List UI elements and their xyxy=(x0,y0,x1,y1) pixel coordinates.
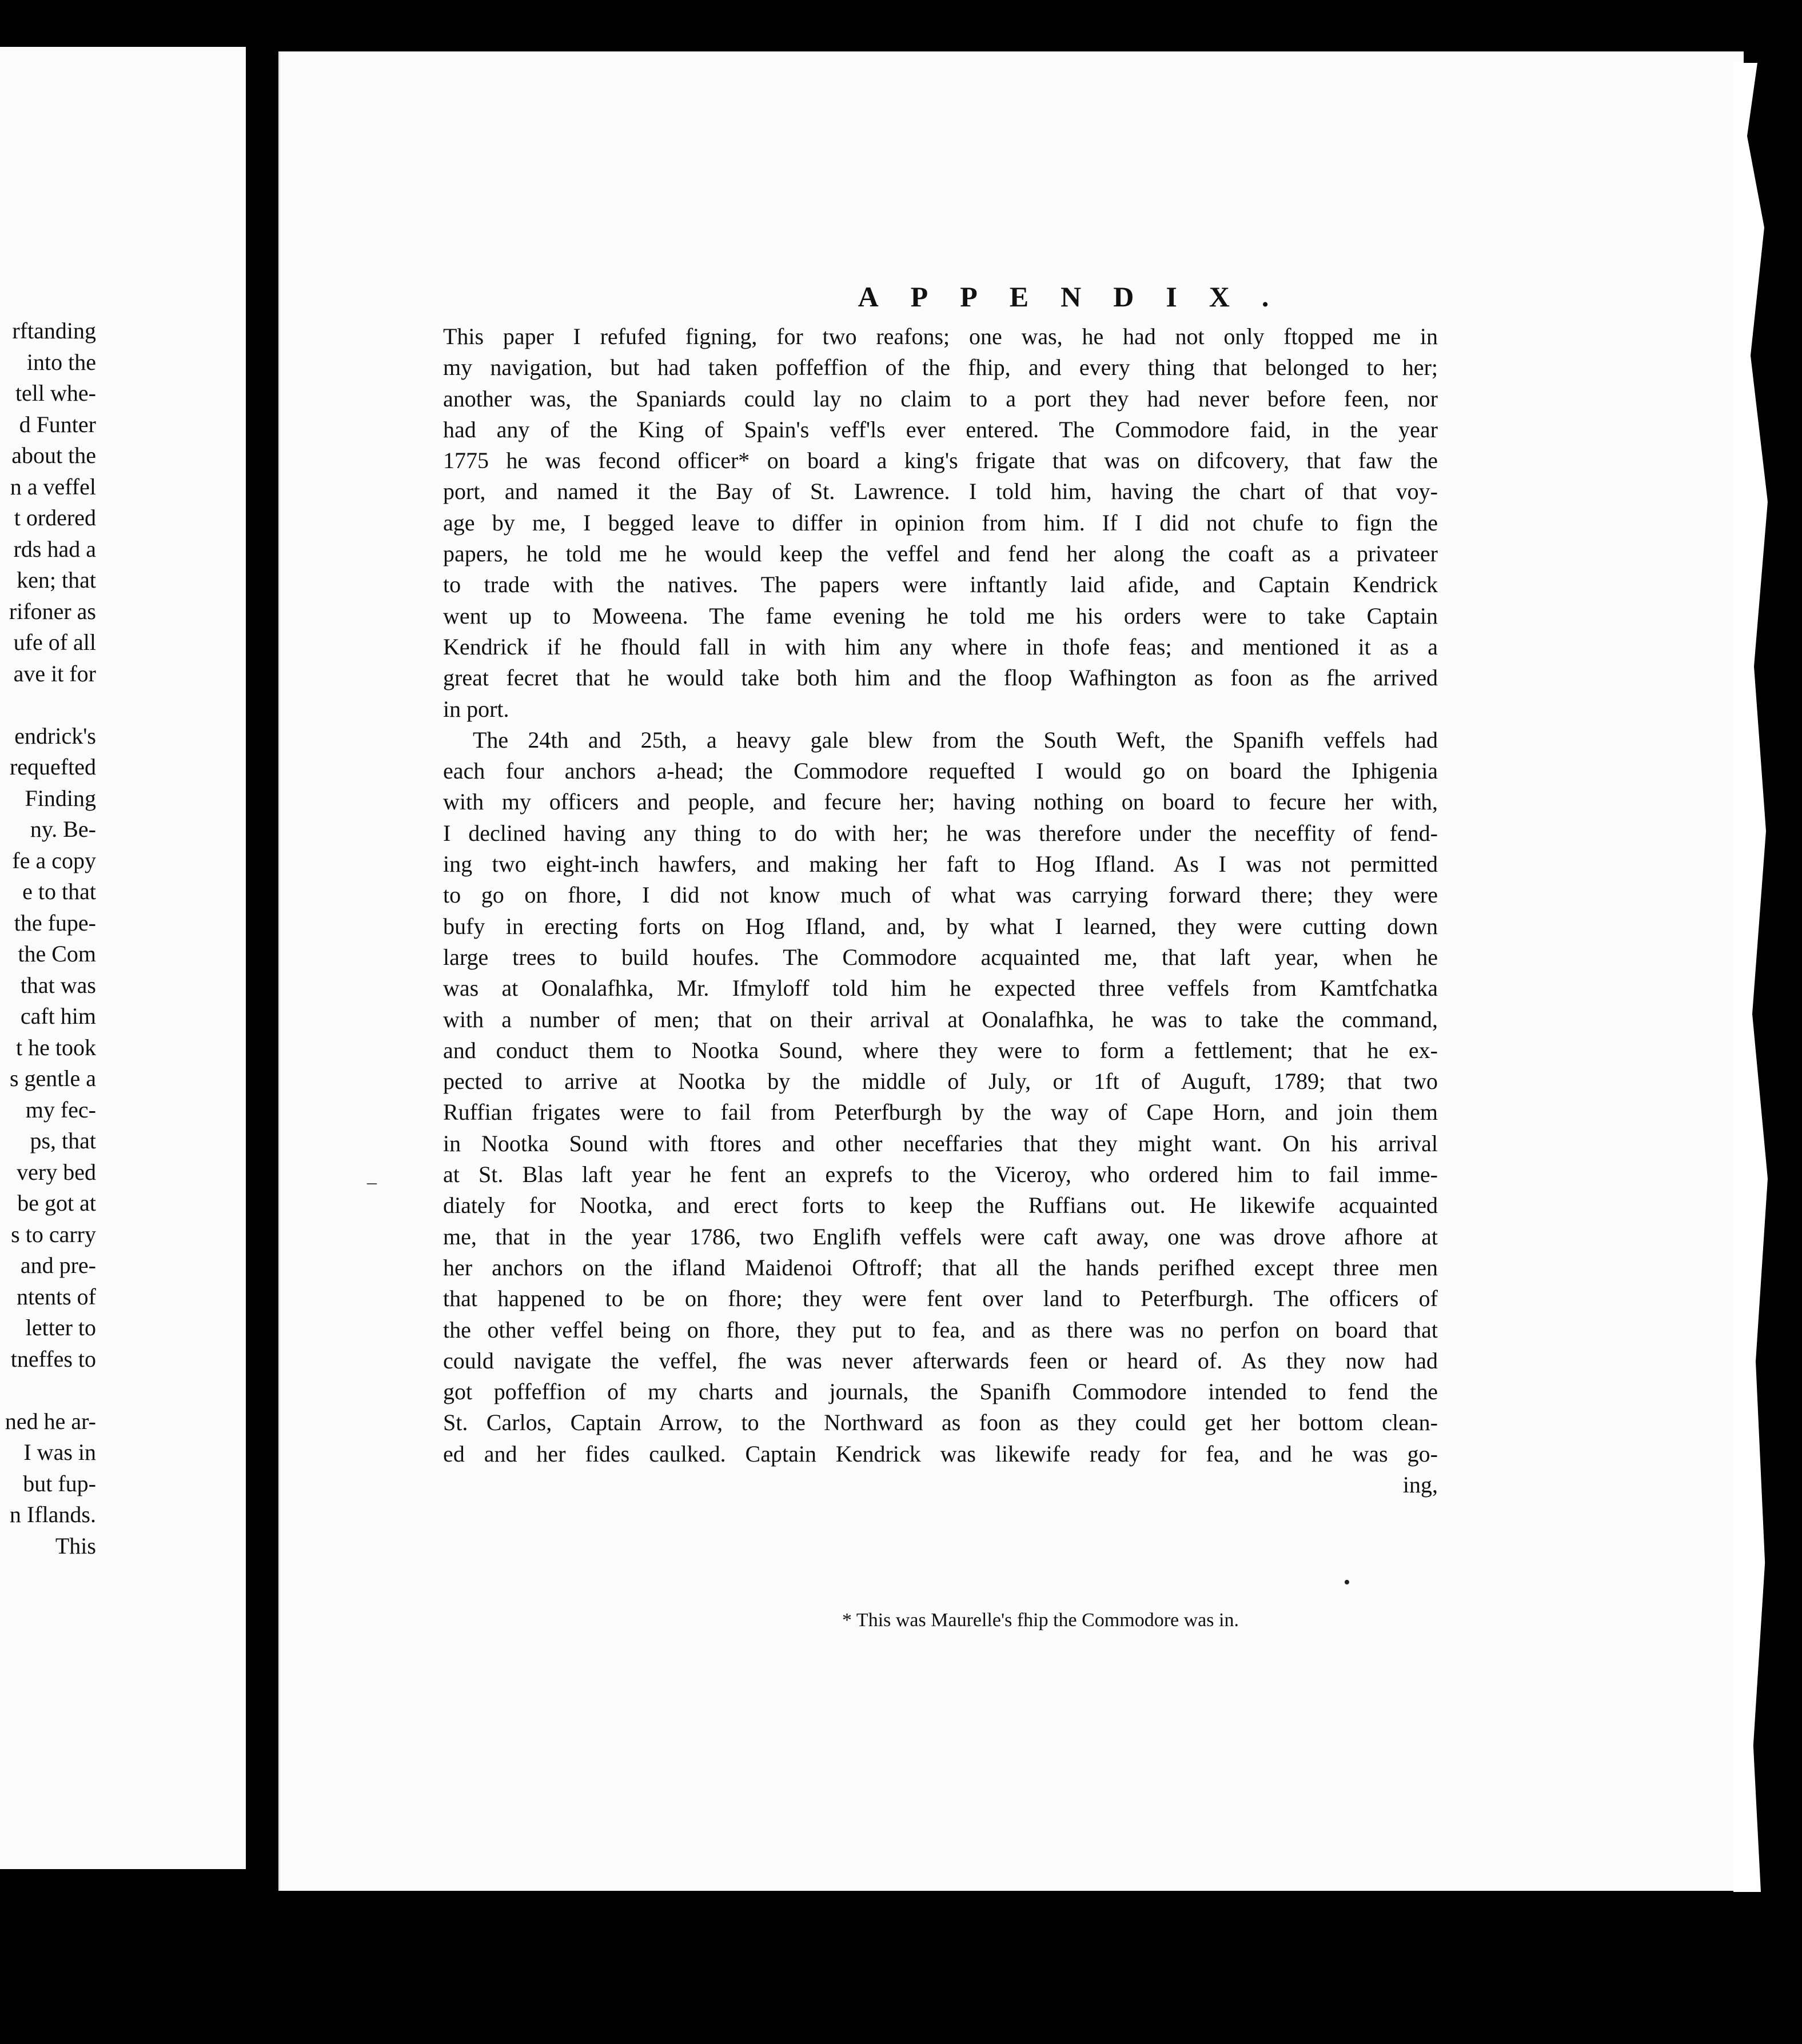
left-page-line: ave it for xyxy=(13,660,96,686)
text-line: could navigate the veffel, fhe was never afterwards feen or heard of. As they now had xyxy=(443,1347,1438,1374)
text-line: another was, the Spaniards could lay no claim to a port they had never before feen, nor xyxy=(443,385,1438,412)
left-page-line: the fupe- xyxy=(14,909,96,936)
left-page-line: rifoner as xyxy=(9,598,96,624)
text-line: that happened to be on fhore; they were fent over land to Peterfburgh. The officers of xyxy=(443,1286,1438,1312)
left-page-line: t he took xyxy=(16,1034,96,1060)
text-line: ed and her fides caulked. Captain Kendrick was likewife ready for fea, and he was go- xyxy=(443,1440,1438,1467)
text-line: great fecret that he would take both him and the floop Wafhington as foon as fhe arrived xyxy=(443,665,1438,691)
text-line: The 24th and 25th, a heavy gale blew from the South Weft, the Spanifh veffels had xyxy=(473,726,1438,753)
left-page-line: tneffes to xyxy=(10,1346,96,1372)
text-line: the other veffel being on fhore, they put to fea, and as there was no perfon on board that xyxy=(443,1316,1438,1343)
text-line: ing two eight-inch hawfers, and making her faft to Hog Ifland. As I was not permitted xyxy=(443,851,1438,877)
left-page-line: fe a copy xyxy=(12,847,96,873)
paragraph-1 xyxy=(443,321,1438,725)
margin-dash: – xyxy=(367,1172,377,1193)
text-line: her anchors on the ifland Maidenoi Oftroff; that all the hands perifhed except three men xyxy=(443,1254,1438,1280)
left-page-line: Finding xyxy=(25,785,96,811)
left-page-line: into the xyxy=(26,349,96,375)
left-page xyxy=(0,47,246,1869)
left-page-line: my fec- xyxy=(25,1096,96,1123)
left-page-line: letter to xyxy=(25,1315,96,1340)
left-page-line: very bed xyxy=(17,1159,96,1185)
margin-dot: • xyxy=(1343,1572,1350,1593)
body-text xyxy=(443,321,1438,1500)
text-line: papers, he told me he would keep the veffel and fend her along the coaft as a privateer xyxy=(443,541,1438,567)
text-line: pected to arrive at Nootka by the middle of July, or 1ft of Auguft, 1789; that two xyxy=(443,1068,1438,1095)
text-line: to go on fhore, I did not know much of what was carrying forward there; they were xyxy=(443,882,1438,908)
left-page-line xyxy=(0,689,246,721)
left-page-line: ufe of all xyxy=(13,629,96,655)
left-page-line: endrick's xyxy=(14,722,96,749)
text-line: with my officers and people, and fecure her; having nothing on board to fecure her with, xyxy=(443,789,1438,815)
text-line: 1775 he was fecond officer* on board a king's frigate that was on difcovery, that faw the xyxy=(443,448,1438,474)
left-page-line: s to carry xyxy=(11,1221,96,1247)
text-line: my navigation, but had taken poffeffion of the fhip, and every thing that belonged to her; xyxy=(443,354,1438,381)
text-line: got poffeffion of my charts and journals, the Spanifh Commodore intended to fend the xyxy=(443,1379,1438,1405)
text-line: each four anchors a-head; the Commodore requefted I would go on board the Iphigenia xyxy=(443,758,1438,784)
left-page-line: rftanding xyxy=(12,318,96,344)
text-line: diately for Nootka, and erect forts to keep the Ruffians out. He likewife acquainted xyxy=(443,1192,1438,1219)
left-page-line: but fup- xyxy=(23,1470,96,1496)
left-page-line: ned he ar- xyxy=(5,1408,96,1434)
text-line: had any of the King of Spain's veff'ls ever entered. The Commodore faid, in the year xyxy=(443,416,1438,442)
catchword: ing, xyxy=(1402,1471,1438,1498)
text-line: and conduct them to Nootka Sound, where they were to form a fettlement; that he ex- xyxy=(443,1037,1438,1063)
text-line: St. Carlos, Captain Arrow, to the Northward as foon as they could get her bottom clean- xyxy=(443,1410,1438,1436)
text-line: This paper I refufed figning, for two reafons; one was, he had not only ftopped me in xyxy=(443,324,1438,349)
text-line: with a number of men; that on their arrival at Oonalafhka, he was to take the command, xyxy=(443,1006,1438,1032)
left-page-line: n a veffel xyxy=(10,473,96,500)
left-page-line: ntents of xyxy=(17,1283,96,1310)
left-page-line: caft him xyxy=(20,1003,96,1029)
left-page-text xyxy=(0,316,246,1562)
text-line: I declined having any thing to do with her; he was therefore under the neceffity of fend- xyxy=(443,820,1438,846)
left-page-line: ps, that xyxy=(30,1128,96,1153)
left-page-line: requefted xyxy=(9,754,96,780)
text-line: age by me, I begged leave to differ in opinion from him. If I did not chufe to fign the xyxy=(443,509,1438,536)
text-line: went up to Moweena. The fame evening he told me his orders were to take Captain xyxy=(443,602,1438,629)
left-page-line: d Funter xyxy=(19,411,96,437)
text-line: in port. xyxy=(443,696,509,722)
left-page-line: ny. Be- xyxy=(30,816,96,842)
left-page-line: and pre- xyxy=(20,1252,96,1278)
left-page-line: that was xyxy=(20,972,96,998)
left-page-line: s gentle a xyxy=(9,1065,96,1091)
left-page-line: t ordered xyxy=(14,505,96,530)
left-page-line: e to that xyxy=(22,879,96,904)
left-page-line: be got at xyxy=(17,1190,96,1216)
text-line: me, that in the year 1786, two Englifh veffels were caft away, one was drove afhore at xyxy=(443,1223,1438,1249)
text-line: Kendrick if he fhould fall in with him any where in thofe feas; and mentioned it as a xyxy=(443,633,1438,660)
left-page-line: tell whe- xyxy=(15,380,96,406)
left-page-line: n Iflands. xyxy=(9,1502,96,1527)
footnote: * This was Maurelle's fhip the Commodore was in. xyxy=(842,1610,1239,1631)
page-edge xyxy=(1733,63,1768,1892)
left-page-line: I was in xyxy=(23,1439,96,1465)
page-title: APPENDIX. xyxy=(858,281,1301,313)
text-line: port, and named it the Bay of St. Lawrence. I told him, having the chart of that voy- xyxy=(443,478,1438,505)
text-line: in Nootka Sound with ftores and other neceffaries that they might want. On his arrival xyxy=(443,1130,1438,1156)
text-line: at St. Blas laft year he fent an exprefs to the Viceroy, who ordered him to fail imme- xyxy=(443,1161,1438,1188)
left-page-line xyxy=(0,1375,246,1406)
left-page-line: ken; that xyxy=(17,567,96,593)
right-page xyxy=(278,51,1744,1891)
left-page-line: about the xyxy=(11,442,96,468)
left-page-line: the Com xyxy=(18,941,96,967)
text-line: was at Oonalafhka, Mr. Ifmyloff told him he expected three veffels from Kamtfchatka xyxy=(443,975,1438,1001)
text-line: large trees to build houfes. The Commodore acquainted me, that laft year, when he xyxy=(443,944,1438,970)
text-line: Ruffian frigates were to fail from Peterfburgh by the way of Cape Horn, and join them xyxy=(443,1099,1438,1125)
left-page-line: rds had a xyxy=(13,536,96,562)
text-line: to trade with the natives. The papers were inftantly laid afide, and Captain Kendrick xyxy=(443,572,1438,598)
text-line: bufy in erecting forts on Hog Ifland, and, by what I learned, they were cutting down xyxy=(443,913,1438,939)
left-page-line: This xyxy=(55,1532,96,1559)
paragraph-2 xyxy=(443,725,1438,1470)
